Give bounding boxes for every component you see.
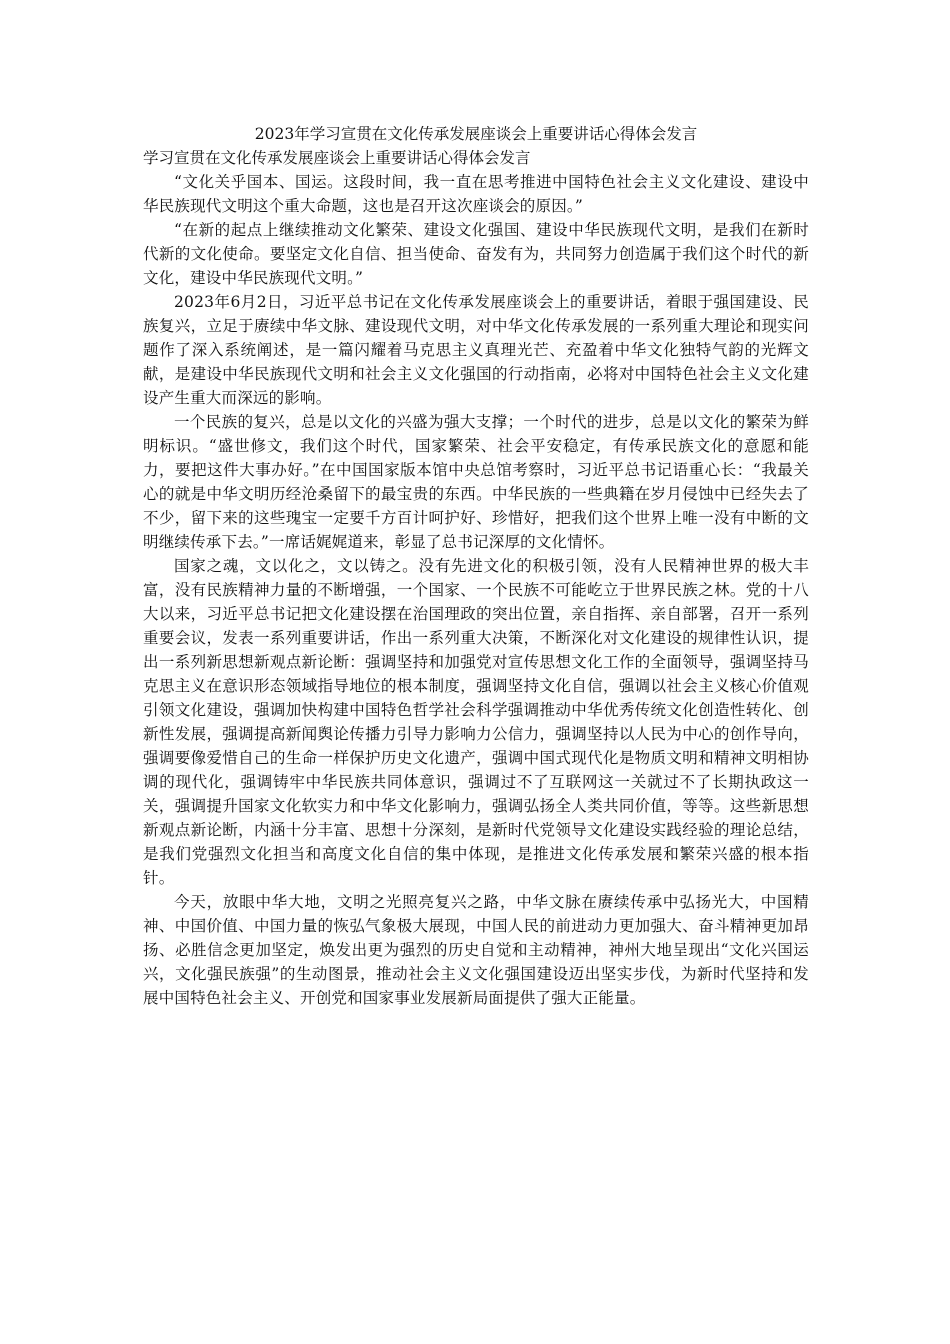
paragraph-5: 国家之魂，文以化之，文以铸之。没有先进文化的积极引领，没有人民精神世界的极大丰富，没有民族精神力量的不断增强，一个国家、一个民族不可能屹立于世界民族之林。党的十八大以来，习近平总书记把文化建设摆在治国理政的突出位置，亲自指挥、亲自部署，召开一系列重要会议，发表一系列重要讲话，作出一系列重大决策，不断深化对文化建设的规律性认识，提出一系列新思想新观点新论断：强调坚持和加强党对宣传思想文化工作的全面领导，强调坚持马克思主义在意识形态领域指导地位的根本制度，强调坚持文化自信，强调以社会主义核心价值观引领文化建设，强调加快构建中国特色哲学社会科学强调推动中华优秀传统文化创造性转化、创新性发展，强调提高新闻舆论传播力引导力影响力公信力，强调坚持以人民为中心的创作导向，强调要像爱惜自己的生命一样保护历史文化遗产，强调中国式现代化是物质文明和精神文明相协调的现代化，强调铸牢中华民族共同体意识，强调过不了互联网这一关就过不了长期执政这一关，强调提升国家文化软实力和中华文化影响力，强调弘扬全人类共同价值，等等。这些新思想新观点新论断，内涵十分丰富、思想十分深刻，是新时代党领导文化建设实践经验的理论总结，是我们党强烈文化担当和高度文化自信的集中体现，是推进文化传承发展和繁荣兴盛的根本指针。	[143, 557, 809, 887]
paragraph-3: 2023年6月2日，习近平总书记在文化传承发展座谈会上的重要讲话，着眼于强国建设、民族复兴，立足于赓续中华文脉、建设现代文明，对中华文化传承发展的一系列重大理论和现实问题作了深入系统阐述，是一篇闪耀着马克思主义真理光芒、充盈着中华文化独特气韵的光辉文献，是建设中华民族现代文明和社会主义文化强国的行动指南，必将对中国特色社会主义文化建设产生重大而深远的影响。	[143, 293, 809, 407]
paragraph-2: “在新的起点上继续推动文化繁荣、建设文化强国、建设中华民族现代文明，是我们在新时代新的文化使命。要坚定文化自信、担当使命、奋发有为，共同努力创造属于我们这个时代的新文化，建设中华民族现代文明。”	[143, 221, 809, 287]
paragraph-1: “文化关乎国本、国运。这段时间，我一直在思考推进中国特色社会主义文化建设、建设中华民族现代文明这个重大命题，这也是召开这次座谈会的原因。”	[143, 173, 809, 215]
paragraph-4: 一个民族的复兴，总是以文化的兴盛为强大支撑；一个时代的进步，总是以文化的繁荣为鲜明标识。“盛世修文，我们这个时代，国家繁荣、社会平安稳定，有传承民族文化的意愿和能力，要把这件大事办好。”在中国国家版本馆中央总馆考察时，习近平总书记语重心长：“我最关心的就是中华文明历经沧桑留下的最宝贵的东西。中华民族的一些典籍在岁月侵蚀中已经失去了不少，留下来的这些瑰宝一定要千方百计呵护好、珍惜好，把我们这个世界上唯一没有中断的文明继续传承下去。”一席话娓娓道来，彰显了总书记深厚的文化情怀。	[143, 413, 809, 551]
paragraph-6: 今天，放眼中华大地，文明之光照亮复兴之路，中华文脉在赓续传承中弘扬光大，中国精神、中国价值、中国力量的恢弘气象极大展现，中国人民的前进动力更加强大、奋斗精神更加昂扬、必胜信念更加坚定，焕发出更为强烈的历史自觉和主动精神，神州大地呈现出“文化兴国运兴，文化强民族强”的生动图景，推动社会主义文化强国建设迈出坚实步伐，为新时代坚持和发展中国特色社会主义、开创党和国家事业发展新局面提供了强大正能量。	[143, 893, 809, 1007]
document-title: 2023年学习宣贯在文化传承发展座谈会上重要讲话心得体会发言	[254, 125, 698, 143]
document-page	[143, 122, 809, 1010]
document-subtitle: 学习宣贯在文化传承发展座谈会上重要讲话心得体会发言	[143, 149, 531, 167]
